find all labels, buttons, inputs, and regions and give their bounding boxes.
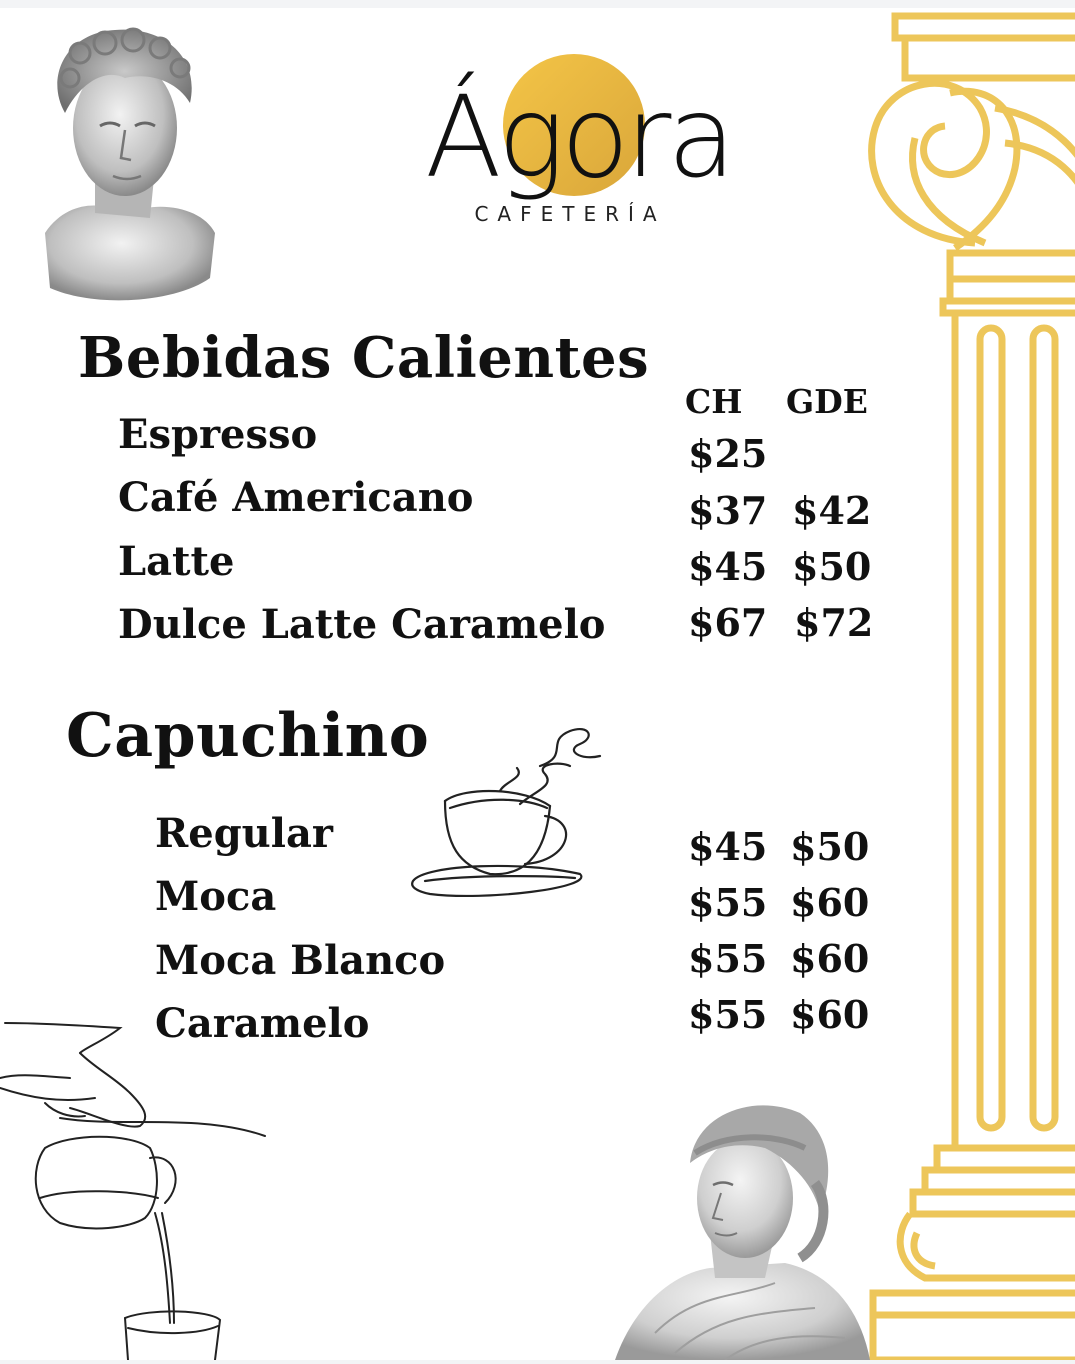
column-header-gde: GDE (786, 382, 868, 421)
brand-tagline: CAFETERÍA (474, 202, 666, 226)
menu-item-name: Dulce Latte Caramelo (118, 601, 606, 648)
menu-item-price-gde: $72 (794, 600, 874, 645)
menu-item-name: Espresso (118, 411, 318, 458)
menu-item-name: Caramelo (155, 1000, 370, 1047)
menu-item-price-ch: $45 (688, 544, 768, 589)
section-title-bebidas-calientes: Bebidas Calientes (78, 325, 650, 391)
column-header-ch: CH (685, 382, 743, 421)
menu-item-price-ch: $37 (688, 488, 768, 533)
menu-item-price-gde: $50 (790, 824, 870, 869)
menu-item-price-ch: $55 (688, 936, 768, 981)
menu-page (0, 8, 1075, 1360)
menu-item-name: Moca (155, 873, 277, 920)
brand-name: Ágora (425, 73, 733, 203)
menu-item-name: Latte (118, 538, 235, 585)
menu-item-price-ch: $67 (688, 600, 768, 645)
menu-item-price-gde: $60 (790, 936, 870, 981)
menu-item-name: Moca Blanco (155, 937, 446, 984)
menu-item-price-ch: $55 (688, 992, 768, 1037)
ionic-column-icon (855, 8, 1075, 1360)
menu-item-name: Regular (155, 810, 333, 857)
menu-item-name: Café Americano (118, 474, 474, 521)
female-statue-icon (615, 1093, 875, 1360)
menu-item-price-ch: $55 (688, 880, 768, 925)
menu-item-price-gde: $42 (792, 488, 872, 533)
menu-item-price-gde: $60 (790, 880, 870, 925)
section-title-capuchino: Capuchino (66, 701, 430, 771)
david-bust-icon (25, 18, 225, 303)
menu-item-price-gde: $50 (792, 544, 872, 589)
menu-item-price-gde: $60 (790, 992, 870, 1037)
pouring-pitcher-line-icon (0, 1018, 270, 1360)
menu-item-price-ch: $45 (688, 824, 768, 869)
coffee-cup-line-icon (405, 716, 605, 901)
menu-item-price-ch: $25 (688, 431, 768, 476)
